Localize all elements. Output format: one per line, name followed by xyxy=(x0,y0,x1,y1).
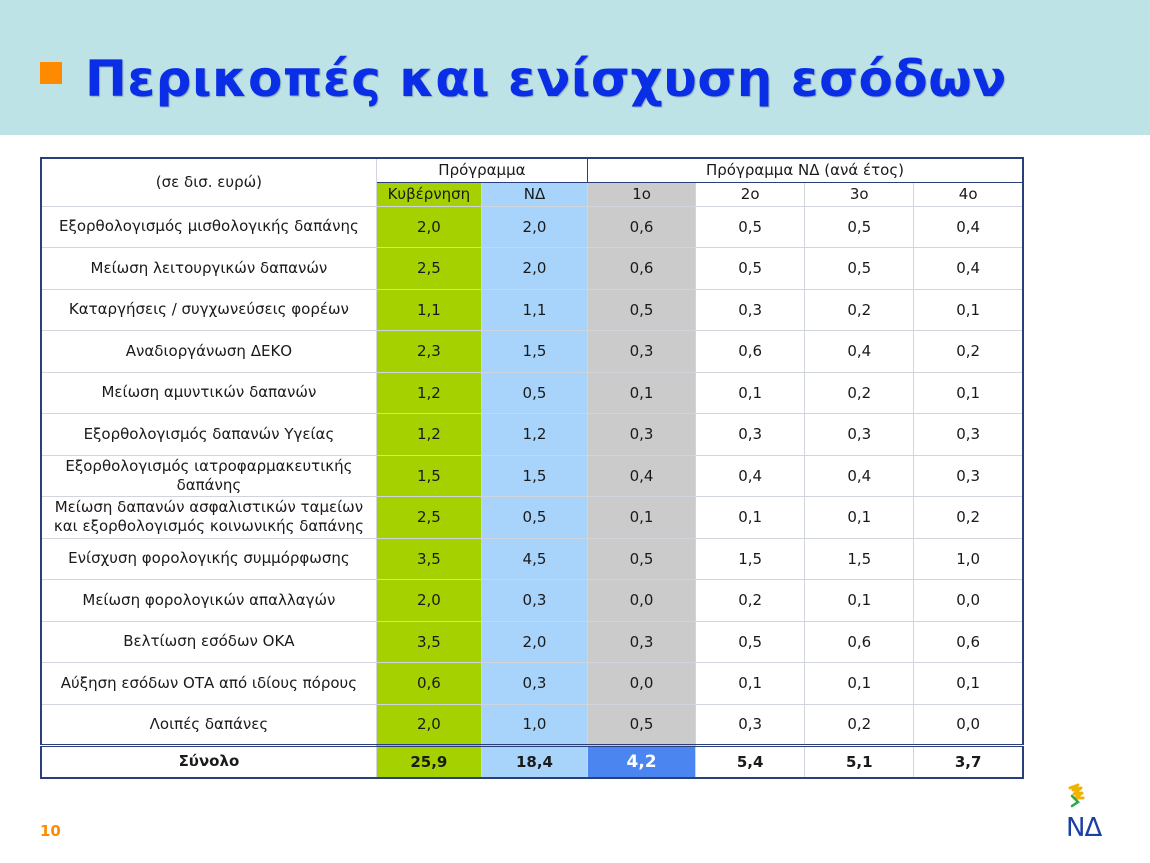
cell-year-2: 0,5 xyxy=(696,621,805,663)
cell-government: 1,5 xyxy=(376,455,481,497)
cell-year-2: 0,6 xyxy=(696,331,805,373)
cell-government: 2,5 xyxy=(376,248,481,290)
cell-nd: 2,0 xyxy=(481,621,587,663)
row-label: Μείωση δαπανών ασφαλιστικών ταμείων και εξορθολογισμός κοινωνικής δαπάνης xyxy=(41,497,376,539)
cell-year-3: 0,1 xyxy=(805,663,914,705)
cell-nd: 2,0 xyxy=(481,206,587,248)
cell-government: 1,2 xyxy=(376,372,481,414)
total-year-3: 5,1 xyxy=(805,746,914,778)
cell-year-3: 0,1 xyxy=(805,580,914,622)
cell-year-2: 0,3 xyxy=(696,414,805,456)
total-year-1: 4,2 xyxy=(588,746,696,778)
cell-year-4: 0,6 xyxy=(914,621,1023,663)
cell-year-1: 0,5 xyxy=(588,289,696,331)
cell-year-3: 0,4 xyxy=(805,331,914,373)
column-header-year-2: 2ο xyxy=(696,182,805,206)
cell-year-1: 0,1 xyxy=(588,372,696,414)
nd-program-by-year-header: Πρόγραμμα ΝΔ (ανά έτος) xyxy=(588,158,1023,182)
row-label: Μείωση λειτουργικών δαπανών xyxy=(41,248,376,290)
cell-year-4: 0,1 xyxy=(914,289,1023,331)
cell-year-2: 0,5 xyxy=(696,206,805,248)
cell-year-4: 0,3 xyxy=(914,455,1023,497)
page-number: 10 xyxy=(40,822,61,840)
header-band xyxy=(0,0,1150,135)
cell-government: 1,1 xyxy=(376,289,481,331)
cell-year-2: 0,3 xyxy=(696,289,805,331)
nd-logo-text: ΝΔ xyxy=(1066,813,1102,843)
cell-government: 2,5 xyxy=(376,497,481,539)
cell-year-4: 1,0 xyxy=(914,538,1023,580)
cell-year-3: 0,2 xyxy=(805,704,914,746)
page-title: Περικοπές και ενίσχυση εσόδων xyxy=(85,50,1007,108)
cell-government: 3,5 xyxy=(376,621,481,663)
cell-nd: 0,5 xyxy=(481,372,587,414)
cell-year-2: 0,1 xyxy=(696,372,805,414)
cell-year-2: 0,5 xyxy=(696,248,805,290)
column-header-government: Κυβέρνηση xyxy=(376,182,481,206)
column-header-year-3: 3ο xyxy=(805,182,914,206)
table-row xyxy=(41,621,1023,663)
cell-nd: 0,3 xyxy=(481,580,587,622)
total-row xyxy=(41,746,1023,778)
cell-year-4: 0,3 xyxy=(914,414,1023,456)
cell-year-1: 0,3 xyxy=(588,331,696,373)
cell-year-2: 0,3 xyxy=(696,704,805,746)
cell-year-4: 0,4 xyxy=(914,248,1023,290)
cell-year-4: 0,1 xyxy=(914,663,1023,705)
table-row xyxy=(41,206,1023,248)
cell-year-3: 1,5 xyxy=(805,538,914,580)
cell-government: 3,5 xyxy=(376,538,481,580)
cell-year-2: 0,2 xyxy=(696,580,805,622)
cell-year-1: 0,3 xyxy=(588,414,696,456)
cell-nd: 1,5 xyxy=(481,331,587,373)
total-nd: 18,4 xyxy=(481,746,587,778)
total-year-4: 3,7 xyxy=(914,746,1023,778)
cell-year-4: 0,0 xyxy=(914,580,1023,622)
cell-year-4: 0,1 xyxy=(914,372,1023,414)
column-header-nd: ΝΔ xyxy=(481,182,587,206)
total-label: Σύνολο xyxy=(41,746,376,778)
cell-year-1: 0,3 xyxy=(588,621,696,663)
table-row xyxy=(41,414,1023,456)
row-label: Μείωση αμυντικών δαπανών xyxy=(41,372,376,414)
cell-year-3: 0,2 xyxy=(805,372,914,414)
cell-year-3: 0,5 xyxy=(805,248,914,290)
unit-label: (σε δισ. ευρώ) xyxy=(41,158,376,206)
cell-year-3: 0,2 xyxy=(805,289,914,331)
total-year-2: 5,4 xyxy=(696,746,805,778)
row-label: Λοιπές δαπάνες xyxy=(41,704,376,746)
cell-government: 2,0 xyxy=(376,206,481,248)
cell-government: 2,0 xyxy=(376,580,481,622)
table-row xyxy=(41,580,1023,622)
column-header-year-4: 4ο xyxy=(914,182,1023,206)
cell-year-1: 0,0 xyxy=(588,663,696,705)
cell-year-1: 0,5 xyxy=(588,704,696,746)
cell-nd: 2,0 xyxy=(481,248,587,290)
cell-nd: 1,0 xyxy=(481,704,587,746)
cell-year-4: 0,2 xyxy=(914,497,1023,539)
cell-year-1: 0,0 xyxy=(588,580,696,622)
cell-year-4: 0,4 xyxy=(914,206,1023,248)
row-label: Εξορθολογισμός δαπανών Υγείας xyxy=(41,414,376,456)
cell-year-1: 0,6 xyxy=(588,248,696,290)
table-row xyxy=(41,372,1023,414)
cell-year-3: 0,3 xyxy=(805,414,914,456)
row-label: Καταργήσεις / συγχωνεύσεις φορέων xyxy=(41,289,376,331)
cell-year-2: 0,1 xyxy=(696,663,805,705)
budget-table xyxy=(40,157,1024,779)
cell-government: 1,2 xyxy=(376,414,481,456)
column-header-year-1: 1ο xyxy=(588,182,696,206)
cell-year-4: 0,0 xyxy=(914,704,1023,746)
table-row xyxy=(41,455,1023,497)
table-row xyxy=(41,538,1023,580)
cell-year-1: 0,4 xyxy=(588,455,696,497)
cell-year-1: 0,5 xyxy=(588,538,696,580)
cell-year-3: 0,1 xyxy=(805,497,914,539)
table-row xyxy=(41,704,1023,746)
cell-year-2: 0,1 xyxy=(696,497,805,539)
row-label: Αναδιοργάνωση ΔΕΚΟ xyxy=(41,331,376,373)
cell-government: 2,0 xyxy=(376,704,481,746)
square-bullet-icon xyxy=(40,62,62,84)
table-row xyxy=(41,248,1023,290)
row-label: Αύξηση εσόδων ΟΤΑ από ιδίους πόρους xyxy=(41,663,376,705)
cell-nd: 4,5 xyxy=(481,538,587,580)
cell-government: 2,3 xyxy=(376,331,481,373)
cell-nd: 1,5 xyxy=(481,455,587,497)
cell-year-3: 0,6 xyxy=(805,621,914,663)
table-row xyxy=(41,289,1023,331)
cell-government: 0,6 xyxy=(376,663,481,705)
row-label: Εξορθολογισμός ιατροφαρμακευτικής δαπάνης xyxy=(41,455,376,497)
cell-nd: 1,1 xyxy=(481,289,587,331)
row-label: Ενίσχυση φορολογικής συμμόρφωσης xyxy=(41,538,376,580)
cell-year-4: 0,2 xyxy=(914,331,1023,373)
cell-year-1: 0,1 xyxy=(588,497,696,539)
cell-year-2: 0,4 xyxy=(696,455,805,497)
total-government: 25,9 xyxy=(376,746,481,778)
cell-nd: 1,2 xyxy=(481,414,587,456)
row-label: Μείωση φορολογικών απαλλαγών xyxy=(41,580,376,622)
cell-nd: 0,5 xyxy=(481,497,587,539)
table-row xyxy=(41,331,1023,373)
cell-year-3: 0,5 xyxy=(805,206,914,248)
row-label: Βελτίωση εσόδων ΟΚΑ xyxy=(41,621,376,663)
table-row xyxy=(41,663,1023,705)
cell-year-3: 0,4 xyxy=(805,455,914,497)
program-group-header: Πρόγραμμα xyxy=(376,158,587,182)
row-label: Εξορθολογισμός μισθολογικής δαπάνης xyxy=(41,206,376,248)
cell-year-2: 1,5 xyxy=(696,538,805,580)
cell-nd: 0,3 xyxy=(481,663,587,705)
cell-year-1: 0,6 xyxy=(588,206,696,248)
table-row xyxy=(41,497,1023,539)
